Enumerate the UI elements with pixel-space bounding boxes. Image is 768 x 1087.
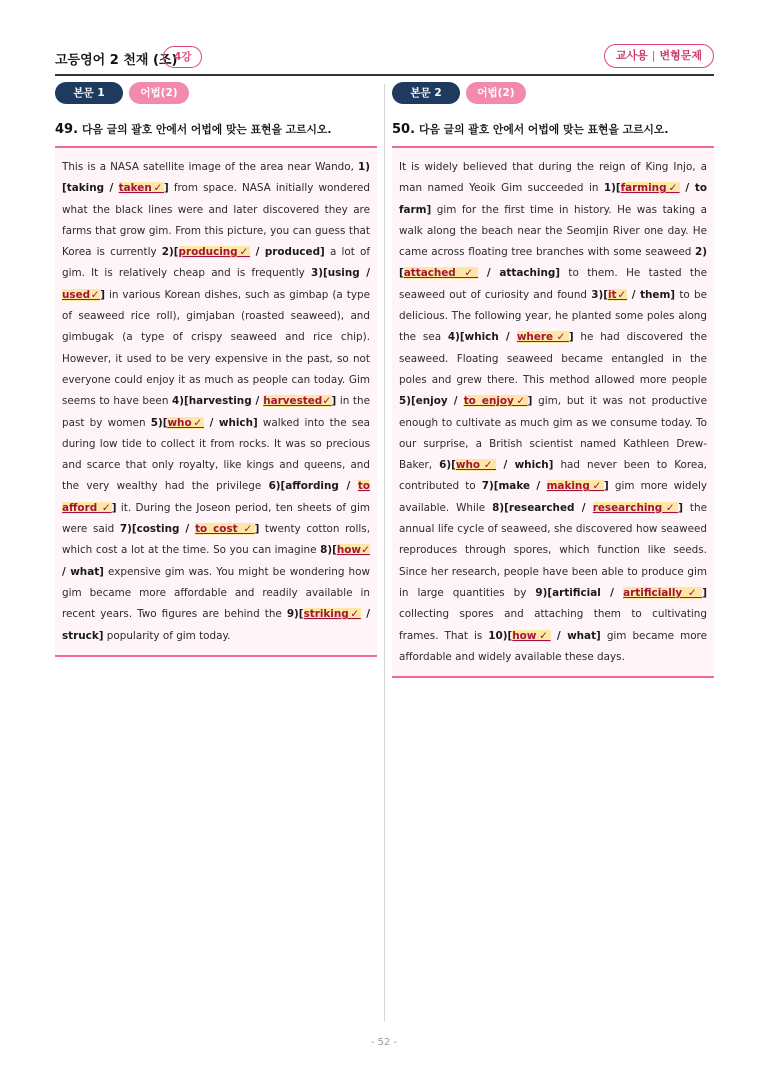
answer-choice: 8)[researched / [492, 501, 593, 514]
correct-answer: artificially✓ [623, 586, 703, 599]
correct-answer: to afford ✓ [62, 480, 370, 514]
answer-choice: 7)[make / [481, 480, 547, 493]
passage-segment: gim, but it was not productive enough to cultivate as much gim as we consume today. To our surprise, a British scientist named Kathleen Drew-Baker, [399, 395, 707, 472]
teacher-edition-badge [604, 44, 714, 68]
answer-choice: 4)[which / [447, 331, 517, 344]
answer-choice: ] [527, 395, 533, 408]
passage-segment: had never been to Korea, contributed to [399, 459, 707, 493]
answer-choice: 2)[ [161, 246, 179, 259]
question-title [55, 122, 377, 140]
answer-choice: / [104, 182, 119, 195]
passage-segment: it. During the Joseon period, ten sheets of gim were said [62, 501, 370, 536]
answer-choice: / struck] [62, 608, 370, 642]
passage-tag: 본문 2 [392, 82, 460, 104]
correct-answer: how✓ [336, 544, 370, 557]
answer-choice: / them] [627, 288, 676, 301]
passage-segment: from space. NASA initially wondered what the black lines were and later discovered they are farms that grow gim. From this picture, you can guess that Korea is currently [62, 182, 371, 259]
answer-choice: / what] [550, 629, 601, 642]
answer-choice: ] [702, 586, 707, 599]
answer-choice: ] [111, 501, 117, 514]
answer-choice: ] [678, 501, 683, 514]
passage-segment: gim became more affordable and widely available these days. [399, 629, 707, 663]
passage-segment: in various Korean dishes, such as gimbap (a type of seaweed rice roll), gimjaban (roasted seaweed), and gimbugak (a type of crispy seaweed and rice chip). However, it used to be very expensive in the past, so not everyone could enjoy it as much as people can today. Gim seems to have been [62, 288, 370, 408]
passage-segment: This is a NASA satellite image of the area near Wando, [62, 161, 359, 173]
answer-choice: 8)[ [320, 544, 337, 557]
answer-choice: 6)[ [439, 459, 456, 472]
correct-answer: striking✓ [303, 608, 361, 621]
answer-choice: 6)[affording / [268, 480, 358, 493]
answer-choice: ] [568, 331, 574, 344]
type-tag: 어법(2) [466, 82, 526, 104]
correct-answer: where✓ [516, 331, 569, 344]
passage-segment: he had discovered the seaweed. Floating seaweed became entangled in the poles and grew there. This method allowed more people [399, 331, 707, 386]
answer-choice: 2)[ [399, 246, 707, 280]
question-column-right [392, 82, 714, 678]
answer-choice: 1)[ [603, 182, 621, 195]
answer-choice: / what] [62, 565, 104, 578]
passage-segment: popularity of gim today. [103, 629, 231, 642]
answer-choice: ] [254, 523, 260, 536]
passage-segment: to be delicious. The following year, he planted some poles along the sea [399, 288, 707, 344]
book-title: 고등영어 2 천재 (조) [55, 53, 178, 68]
question-instruction: 다음 글의 괄호 안에서 어법에 맞는 표현을 고르시오. [82, 123, 332, 136]
answer-choice: / which] [496, 459, 554, 472]
correct-answer: researching✓ [592, 501, 679, 514]
passage-segment: a lot of gim. It is relatively cheap and is frequently [62, 246, 370, 280]
badge-teacher-label: 교사용 [615, 49, 648, 62]
correct-answer: to cost ✓ [195, 523, 255, 536]
passage-segment: in the past by women [62, 395, 370, 429]
section-tags [55, 82, 377, 104]
answer-choice: 4)[harvesting / [172, 395, 264, 408]
answer-choice: 10)[ [488, 629, 513, 642]
passage-text [62, 157, 370, 647]
answer-choice: / produced] [250, 246, 325, 259]
passage-segment: twenty cotton rolls, which cost a lot at the time. So you can imagine [62, 523, 371, 557]
question-number: 49. [55, 122, 79, 137]
passage-segment: collecting spores and attaching them to cultivating frames. That is [399, 608, 707, 642]
lesson-badge: 4강 [163, 46, 202, 68]
badge-variant-label: 변형문제 [659, 49, 702, 62]
passage-segment: gim more widely available. While [399, 480, 707, 514]
correct-answer: used✓ [62, 288, 101, 301]
answer-choice: / to farm] [399, 182, 708, 216]
correct-answer: farming✓ [620, 182, 680, 195]
passage-segment: It is widely believed that during the reign of King Injo, a man named Yeoik Gim succeeded in [399, 161, 707, 195]
answer-choice: 3)[using / [310, 267, 370, 280]
correct-answer: how✓ [512, 629, 551, 642]
badge-separator: | [651, 49, 656, 62]
answer-choice: 9)[artificial / [535, 586, 624, 599]
passage-segment: the annual life cycle of seaweed, she discovered how seaweed reproduces through spores, which function like seeds. Since her research, people have been able to produce gim in large quantities by [399, 501, 707, 599]
correct-answer: harvested✓ [263, 395, 332, 408]
answer-choice: ] [604, 480, 609, 493]
answer-choice: 9)[ [286, 608, 304, 621]
passage-segment: expensive gim was. You might be wondering how gim became more affordable and readily available in recent years. Two figures are behind the [62, 565, 370, 621]
answer-choice: 7)[costing / [119, 523, 196, 536]
passage-segment: to them. He tasted the seaweed out of curiosity and found [399, 267, 707, 301]
answer-choice: ] [164, 182, 169, 195]
passage-text [399, 157, 707, 668]
section-tags [392, 82, 714, 104]
passage-tag: 본문 1 [55, 82, 123, 104]
answer-choice: 5)[ [150, 416, 168, 429]
passage-box [392, 146, 714, 678]
answer-choice: 1)[taking [62, 161, 370, 195]
question-number: 50. [392, 122, 416, 137]
page-number: - 52 - [370, 1037, 398, 1048]
answer-choice: 5)[enjoy / [399, 395, 464, 408]
correct-answer: producing✓ [178, 246, 251, 259]
answer-choice: / attaching] [478, 267, 561, 280]
correct-answer: making✓ [546, 480, 605, 493]
question-title [392, 122, 714, 140]
page-header [55, 44, 714, 76]
correct-answer: taken✓ [118, 182, 164, 195]
question-column-left [55, 82, 377, 657]
correct-answer: it✓ [608, 288, 628, 301]
correct-answer: who✓ [455, 459, 497, 472]
passage-segment: walked into the sea during low tide to collect it from rocks. It was so precious and scarce that only royalty, like kings and queens, and the very wealthy had the privilege [62, 416, 370, 493]
column-divider [384, 84, 385, 1022]
type-tag: 어법(2) [129, 82, 189, 104]
correct-answer: who✓ [167, 416, 205, 429]
answer-choice: 3)[ [591, 288, 608, 301]
passage-segment: gim for the first time in history. He was taking a walk along the beach near the Seomjin River one day. He came across floating tree branches with some seaweed [399, 203, 707, 259]
answer-choice: / which] [204, 416, 258, 429]
passage-box [55, 146, 377, 657]
correct-answer: to enjoy✓ [463, 395, 528, 408]
answer-choice: ] [331, 395, 337, 408]
question-instruction: 다음 글의 괄호 안에서 어법에 맞는 표현을 고르시오. [419, 123, 669, 136]
correct-answer: attached ✓ [403, 267, 479, 280]
answer-choice: ] [100, 288, 105, 301]
